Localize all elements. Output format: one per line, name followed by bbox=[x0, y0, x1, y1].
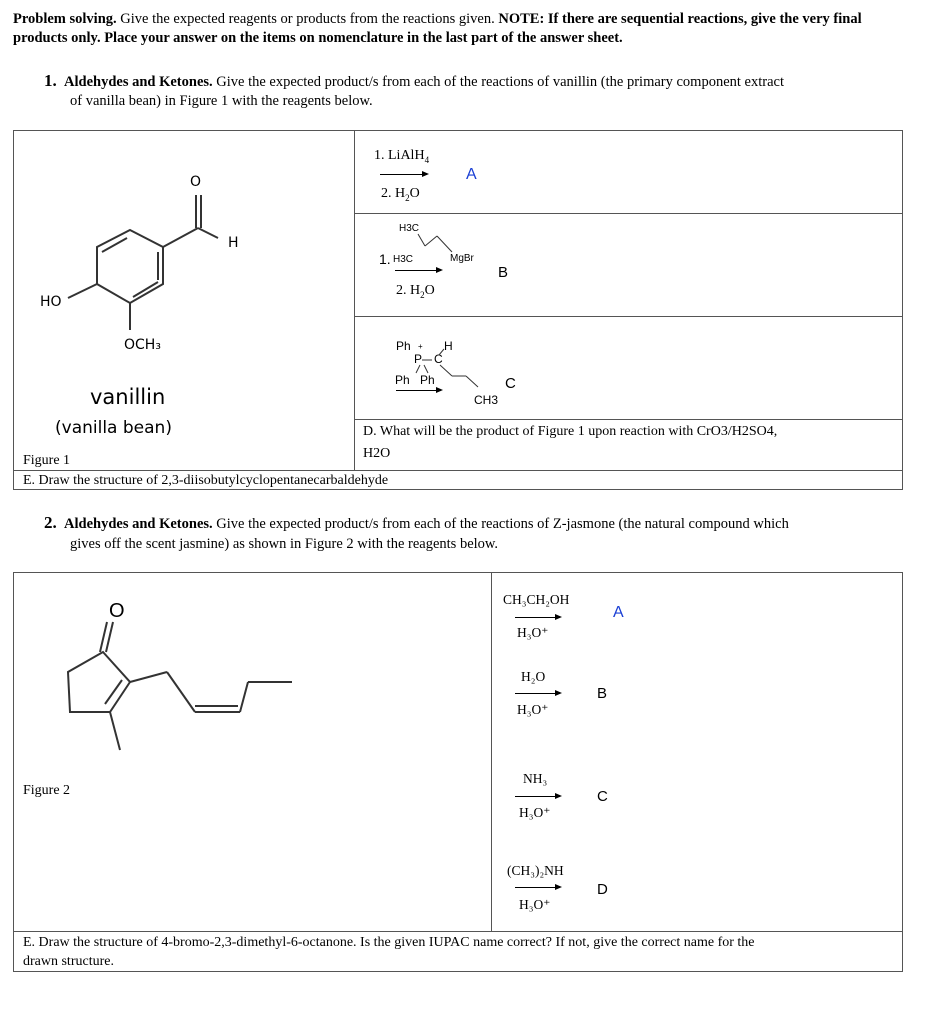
instructions-lead: Problem solving. bbox=[13, 11, 117, 27]
q2-rxnC-reagent: NH₃ bbox=[523, 771, 548, 786]
q1-answer-C-label: C bbox=[505, 375, 516, 392]
q1-rxnB-arrow bbox=[395, 270, 441, 271]
ylide-ch3: CH3 bbox=[474, 393, 499, 407]
q1-rxnB-h3c-top: H3C bbox=[399, 223, 420, 234]
question-1-text-line2: of vanilla bean) in Figure 1 with the reagents below. bbox=[70, 93, 373, 109]
q2-answer-B-label: B bbox=[597, 685, 608, 702]
ylide-p: P bbox=[414, 352, 423, 366]
q1-rxnA-step1: 1. LiAlH$_4$ bbox=[374, 148, 430, 165]
question-2 bbox=[44, 514, 914, 533]
ylide-ph2: Ph bbox=[395, 373, 410, 387]
figure-2-label: Figure 2 bbox=[23, 783, 71, 798]
q1-answer-A-label: A bbox=[466, 166, 477, 183]
q1-rxnD-text-line2: H2O bbox=[363, 446, 391, 461]
q1-rxnC-arrow bbox=[396, 390, 441, 391]
q1-rxnB-step2: 2. $H_2O$ bbox=[396, 283, 435, 300]
aldehyde-oxygen: O bbox=[190, 174, 202, 190]
ylide-c: C bbox=[434, 352, 443, 366]
ylide-bonds bbox=[398, 345, 488, 395]
ylide-ph3: Ph bbox=[420, 373, 435, 387]
q1-rxnA-step2: 2. $H_2O$ bbox=[381, 186, 420, 203]
ketone-oxygen: O bbox=[109, 600, 125, 622]
methoxy-group: OCH₃ bbox=[124, 337, 161, 353]
question-1 bbox=[44, 72, 914, 91]
q2-rxnB-catalyst: H₃O⁺ bbox=[517, 702, 549, 717]
molecule-name: vanillin bbox=[90, 385, 166, 409]
q1-rxnA-arrow bbox=[380, 174, 427, 175]
q2-rxnE-text: E. Draw the structure of 4-bromo-2,3-dimethyl-6-octanone. Is the given IUPAC name correct? If not, give the correct name for the bbox=[23, 935, 755, 950]
hydroxyl-group: HO bbox=[40, 294, 62, 310]
q2-rxnD-catalyst: H₃O⁺ bbox=[519, 897, 551, 912]
jasmone-structure bbox=[60, 600, 310, 760]
question-1-heading: Aldehydes and Ketones. bbox=[64, 74, 213, 90]
q2-rxnC-arrow bbox=[515, 796, 560, 797]
q1-rxnB-step1: 1. bbox=[379, 251, 391, 267]
q1-rxnB-mgbr: MgBr bbox=[450, 253, 474, 264]
q2-rxnA-reagent: CH₃CH₂OH bbox=[503, 592, 570, 607]
figure-1-label: Figure 1 bbox=[23, 453, 71, 468]
q2-rxnC-catalyst: H₃O⁺ bbox=[519, 805, 551, 820]
q2-rxnB-arrow bbox=[515, 693, 560, 694]
aldehyde-hydrogen: H bbox=[228, 235, 239, 251]
question-1-text: Give the expected product/s from each of the reactions of vanillin (the primary component extract bbox=[212, 74, 784, 90]
ylide-h: H bbox=[444, 339, 453, 353]
question-2-heading: Aldehydes and Ketones. bbox=[64, 516, 213, 532]
question-2-text: Give the expected product/s from each of the reactions of Z-jasmone (the natural compound which bbox=[212, 516, 789, 532]
q1-rxnE-text: E. Draw the structure of 2,3-diisobutylcyclopentanecarbaldehyde bbox=[23, 473, 389, 488]
q1-rxnB-h3c: H3C bbox=[393, 254, 414, 265]
question-1-number: 1. bbox=[44, 71, 57, 90]
q2-rxnB-reagent: H₂O bbox=[521, 669, 546, 684]
instructions-text: Give the expected reagents or products from the reactions given. bbox=[116, 11, 499, 27]
question-2-number: 2. bbox=[44, 513, 57, 532]
question-2-text-line2: gives off the scent jasmine) as shown in Figure 2 with the reagents below. bbox=[70, 536, 499, 552]
q2-rxnA-catalyst: H₃O⁺ bbox=[517, 625, 549, 640]
ylide-plus: + bbox=[418, 342, 423, 351]
q2-rxnD-reagent: (CH₃)₂NH bbox=[507, 863, 564, 878]
instructions-note: NOTE: If there are sequential reactions, give the very final products only. Place your answer on the items on nomenclature in the last part of the answer sheet. bbox=[13, 11, 862, 46]
q1-rxnD-text: D. What will be the product of Figure 1 upon reaction with CrO3/H2SO4, bbox=[363, 424, 778, 439]
q2-rxnD-arrow bbox=[515, 887, 560, 888]
q2-answer-D-label: D bbox=[597, 881, 608, 898]
q2-answer-C-label: C bbox=[597, 788, 608, 805]
q2-answer-A-label: A bbox=[613, 604, 624, 621]
molecule-source: (vanilla bean) bbox=[55, 418, 172, 438]
q2-rxnE-text-line2: drawn structure. bbox=[23, 954, 114, 969]
q1-answer-B-label: B bbox=[498, 264, 509, 281]
ylide-ph1: Ph bbox=[396, 339, 411, 353]
instructions bbox=[13, 10, 913, 48]
q2-rxnA-arrow bbox=[515, 617, 560, 618]
